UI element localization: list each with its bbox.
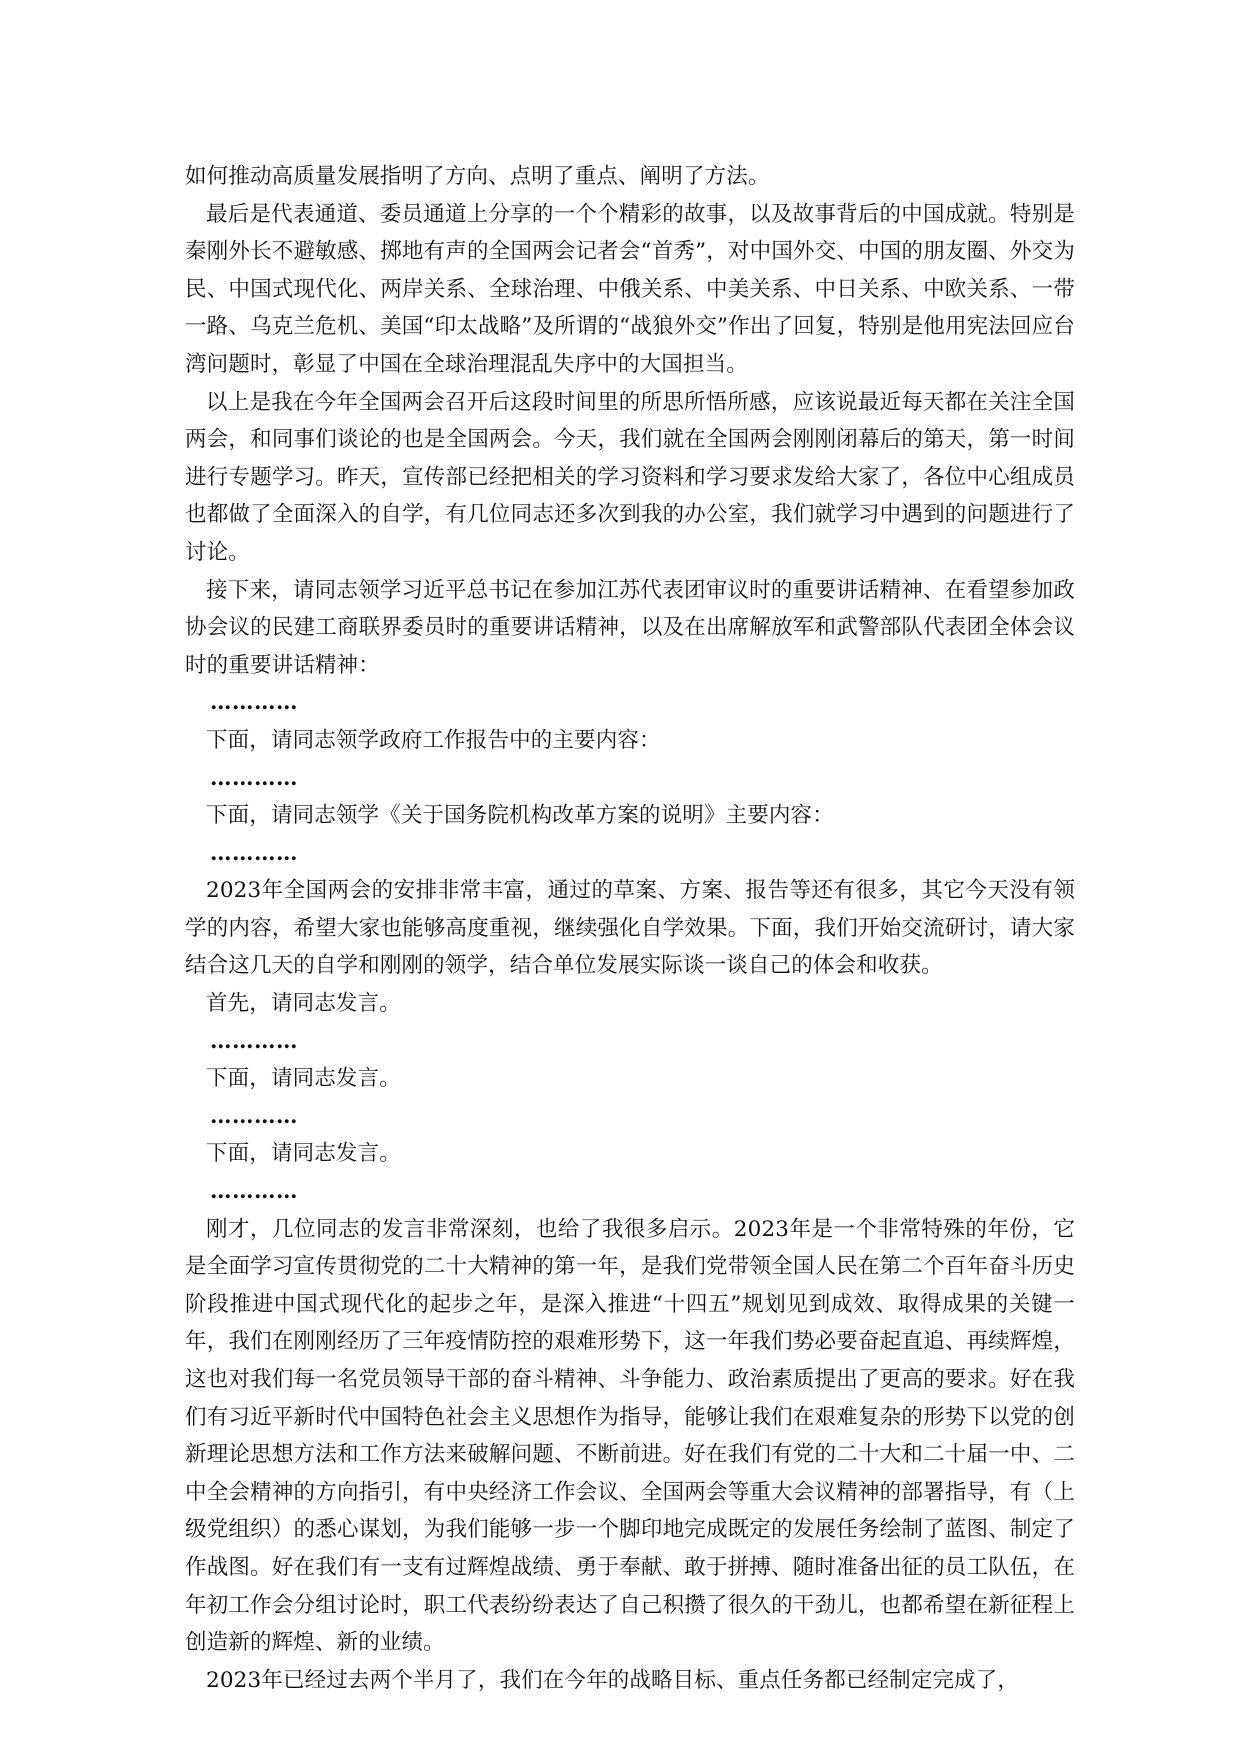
document-page [185, 158, 1075, 1699]
ellipsis-marker: ………… [210, 840, 298, 866]
ellipsis-marker: ………… [210, 1028, 298, 1054]
paragraph-summary: 刚才，几位同志的发言非常深刻，也给了我很多启示。2023年是一个非常特殊的年份，它是全面学习宣传贯彻党的二十大精神的第一年，是我们党带领全国人民在第二个百年奋斗历史阶段推进中国式现代化的起步之年，是深入推进“十四五”规划见到成效、取得成果的关键一年，我们在刚刚经历了三年疫情防控的艰难形势下，这一年我们势必要奋起直追、再续辉煌，这也对我们每一名党员领导干部的奋斗精神、斗争能力、政治素质提出了更高的要求。好在我们有习近平新时代中国特色社会主义思想作为指导，能够让我们在艰难复杂的形势下以党的创新理论思想方法和工作方法来破解问题、不断前进。好在我们有党的二十大和二十届一中、二中全会精神的方向指引，有中央经济工作会议、全国两会等重大会议精神的部署指导，有（上级党组织）的悉心谋划，为我们能够一步一个脚印地完成既定的发展任务绘制了蓝图、制定了作战图。好在我们有一支有过辉煌战绩、勇于奉献、敢于拼搏、随时准备出征的员工队伍，在年初工作会分组讨论时，职工代表纷纷表达了自己积攒了很久的干劲儿，也都希望在新征程上创造新的辉煌、新的业绩。 [185, 1216, 1075, 1656]
paragraph-continuation: 如何推动高质量发展指明了方向、点明了重点、阐明了方法。 [185, 164, 770, 189]
ellipsis-marker: ………… [210, 1179, 298, 1205]
paragraph-next-speaker: 下面，请同志发言。 [206, 1066, 401, 1092]
paragraph-study-reform: 下面，请同志领学《关于国务院机构改革方案的说明》主要内容： [206, 803, 834, 829]
ellipsis-marker: ………… [210, 765, 298, 791]
paragraph-next-speaker: 下面，请同志发言。 [206, 1141, 401, 1167]
paragraph-reflections: 以上是我在今年全国两会召开后这段时间里的所思所悟所感，应该说最近每天都在关注全国两会，和同事们谈论的也是全国两会。今天，我们就在全国两会刚刚闭幕后的第天，第一时间进行专题学习。昨天，宣传部已经把相关的学习资料和学习要求发给大家了，各位中心组成员也都做了全面深入的自学，有几位同志还多次到我的办公室，我们就学习中遇到的问题进行了讨论。 [185, 389, 1075, 565]
paragraph-first-speaker: 首先，请同志发言。 [206, 991, 401, 1017]
paragraph-discussion: 2023年全国两会的安排非常丰富，通过的草案、方案、报告等还有很多，其它今天没有领学的内容，希望大家也能够高度重视，继续强化自学效果。下面，我们开始交流研讨，请大家结合这几天的自学和刚刚的领学，结合单位发展实际谈一谈自己的体会和收获。 [185, 878, 1075, 979]
paragraph-study-speech: 接下来，请同志领学习近平总书记在参加江苏代表团审议时的重要讲话精神、在看望参加政协会议的民建工商联界委员时的重要讲话精神，以及在出席解放军和武警部队代表团全体会议时的重要讲话精神： [185, 577, 1075, 678]
ellipsis-marker: ………… [210, 690, 298, 716]
paragraph-outlook: 2023年已经过去两个半月了，我们在今年的战略目标、重点任务都已经制定完成了， [206, 1667, 1020, 1693]
ellipsis-marker: ………… [210, 1103, 298, 1129]
paragraph-study-report: 下面，请同志领学政府工作报告中的主要内容： [206, 727, 661, 753]
paragraph-achievements: 最后是代表通道、委员通道上分享的一个个精彩的故事，以及故事背后的中国成就。特别是秦刚外长不避敏感、掷地有声的全国两会记者会“首秀”，对中国外交、中国的朋友圈、外交为民、中国式现代化、两岸关系、全球治理、中俄关系、中美关系、中日关系、中欧关系、一带一路、乌克兰危机、美国“印太战略”及所谓的“战狼外交”作出了回复，特别是他用宪法回应台湾问题时，彰显了中国在全球治理混乱失序中的大国担当。 [185, 201, 1075, 377]
